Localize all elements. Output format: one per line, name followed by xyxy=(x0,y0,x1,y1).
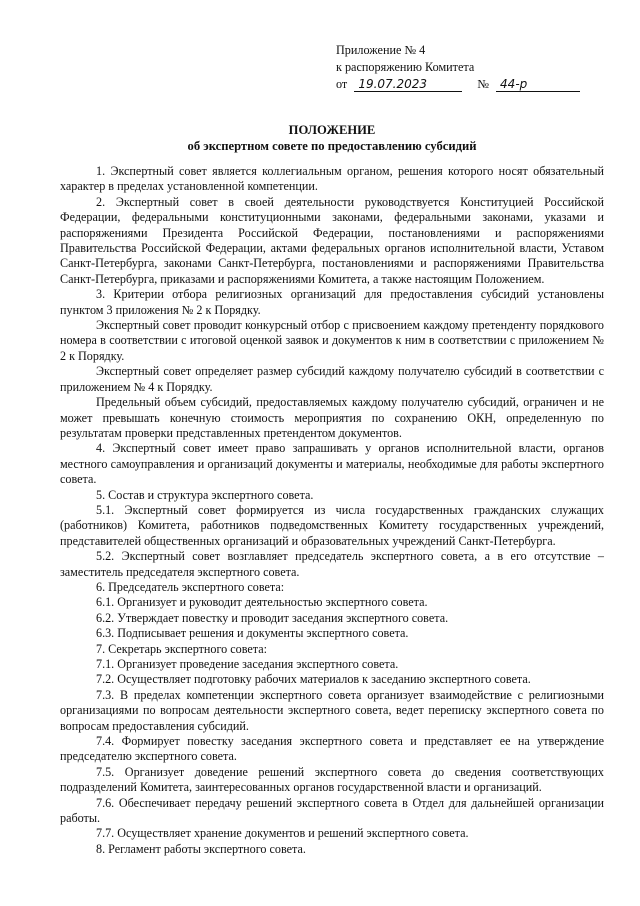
paragraph: 6. Председатель экспертного совета: xyxy=(96,579,285,594)
paragraph: 4. Экспертный совет имеет право запрашивать у органов исполнительной власти, органов местного самоуправления и организаций документы и материалы, необходимые для работы экспертного совета. xyxy=(60,441,604,487)
document-body xyxy=(60,164,604,857)
paragraph: 5.2. Экспертный совет возглавляет председатель экспертного совета, а в его отсутствие – заместитель председателя экспертного совета. xyxy=(60,549,604,579)
paragraph: 7.3. В пределах компетенции экспертного совета организует взаимодействие с религиозными организациями по вопросам деятельности экспертного совета, ведет переписку экспертного совета по вопросам предоставления субсидий. xyxy=(60,687,604,733)
paragraph: Экспертный совет определяет размер субсидий каждому получателю субсидий в соответствии с приложением № 4 к Порядку. xyxy=(60,364,604,394)
paragraph: 7.1. Организует проведение заседания экспертного совета. xyxy=(96,657,399,671)
paragraph: 8. Регламент работы экспертного совета. xyxy=(96,841,306,856)
paragraph: 6.2. Утверждает повестку и проводит заседания экспертного совета. xyxy=(96,610,449,625)
paragraph: 2. Экспертный совет в своей деятельности руководствуется Конституцией Российской Федерации, федеральными конституционными законами, федеральными законами, указами и распоряжениями Президента Российской Федерации, постановлениями и распоряжениями Правительства Российской Федерации, актами федеральных органов исполнительной власти, Уставом Санкт-Петербурга, законами Санкт-Петербурга, постановлениями и распоряжениями Правительства Санкт-Петербурга, приказами и распоряжениями Комитета, а также настоящим Положением. xyxy=(60,194,604,286)
paragraph: 3. Критерии отбора религиозных организаций для предоставления субсидий установлены пунктом 3 приложения № 2 к Порядку. xyxy=(60,287,604,317)
paragraph: Экспертный совет проводит конкурсный отбор с присвоением каждому претенденту порядкового номера в соответствии с итоговой оценкой заявок и документов к ним в соответствии с приложением № 2 к Порядку. xyxy=(60,318,604,363)
annex-date-number-line xyxy=(336,76,586,93)
paragraph: 7.6. Обеспечивает передачу решений экспертного совета в Отдел для дальнейшей организации работы. xyxy=(60,795,604,826)
annex-title: Приложение № 4 xyxy=(336,43,426,57)
handwritten-date: 19.07.2023 xyxy=(354,78,462,92)
paragraph: 6.3. Подписывает решения и документы экспертного совета. xyxy=(96,626,409,641)
paragraph: 1. Экспертный совет является коллегиальным органом, решения которого носят обязательный характер в пределах установленной компетенции. xyxy=(60,164,604,194)
handwritten-number: 44-р xyxy=(496,78,580,92)
annex-reference: к распоряжению Комитета xyxy=(336,60,475,74)
paragraph: 7.5. Организует доведение решений экспертного совета до сведения соответствующих подразделений Комитета, заинтересованных органов государственной власти и организаций. xyxy=(60,764,604,795)
number-prefix: № xyxy=(477,77,489,91)
paragraph: Предельный объем субсидий, предоставляемых каждому получателю субсидий, ограничен и не может превышать конечную стоимость мероприятия по сохранению ОКН, определенную по результатам проверки представленных претендентом документов. xyxy=(60,395,604,440)
document-title xyxy=(60,122,604,154)
paragraph: 7.2. Осуществляет подготовку рабочих материалов к заседанию экспертного совета. xyxy=(96,672,531,687)
title-subtitle: об экспертном совете по предоставлению субсидий xyxy=(187,139,477,153)
date-prefix: от xyxy=(336,77,348,91)
annex-header xyxy=(336,42,586,93)
paragraph: 7.4. Формирует повестку заседания экспертного совета и представляет ее на утверждение председателю экспертного совета. xyxy=(60,734,604,764)
title-main: ПОЛОЖЕНИЕ xyxy=(288,123,376,137)
paragraph: 5.1. Экспертный совет формируется из числа государственных гражданских служащих (работников) Комитета, работников подведомственных Комитету государственных учреждений, представителей общественных организаций и образовательных учреждений Санкт-Петербурга. xyxy=(60,502,604,548)
paragraph: 7.7. Осуществляет хранение документов и решений экспертного совета. xyxy=(96,826,469,841)
paragraph: 6.1. Организует и руководит деятельностью экспертного совета. xyxy=(96,595,428,610)
paragraph: 7. Секретарь экспертного совета: xyxy=(96,641,267,656)
paragraph: 5. Состав и структура экспертного совета. xyxy=(96,487,314,502)
